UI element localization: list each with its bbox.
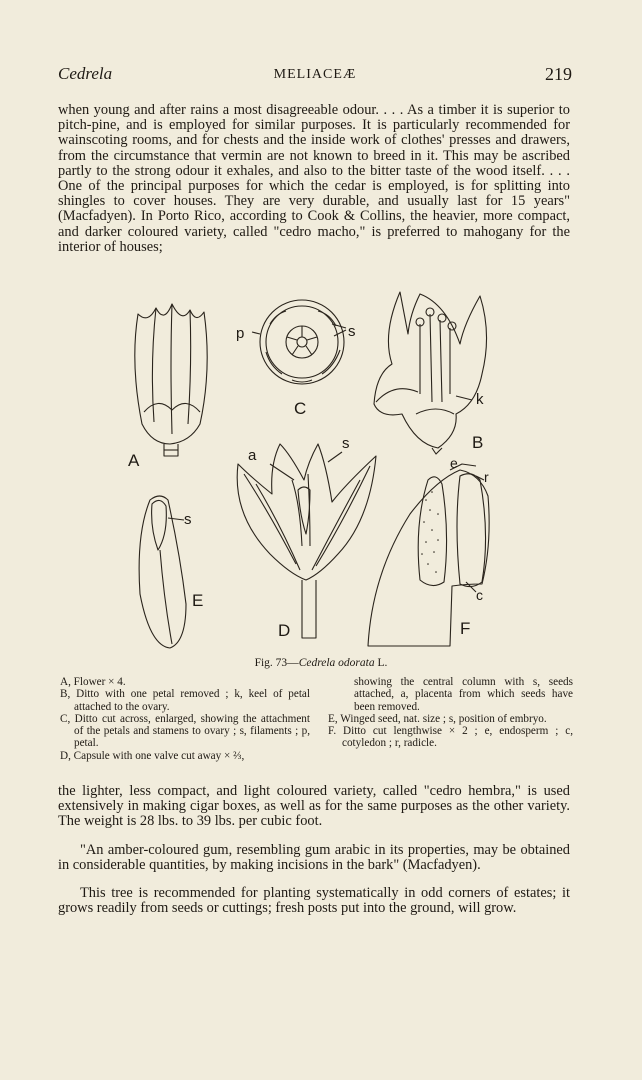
label-E: E xyxy=(192,591,204,610)
page-number: 219 xyxy=(545,64,572,84)
label-F: F xyxy=(460,619,471,638)
paragraph-planting: This tree is recommended for planting systematically in odd corners of estates; it grows readily from seeds or cuttings; fresh posts put into the ground, will grow. xyxy=(58,885,570,917)
drawing-e-winged-seed xyxy=(139,496,186,648)
legend-item-c: C, Ditto cut across, enlarged, showing the attachment of the petals and stamens to ovary ; s, filaments ; p, petal. xyxy=(60,712,310,750)
legend-item-a: A, Flower × 4. xyxy=(60,676,126,688)
legend-item-b: B, Ditto with one petal removed ; k, keel of petal attached to the ovary. xyxy=(60,688,310,713)
label-r: r xyxy=(484,469,489,485)
label-s-d: s xyxy=(342,435,350,452)
label-s-c: s xyxy=(348,323,356,340)
legend-item-e: E, Winged seed, nat. size ; s, position of embryo. xyxy=(328,712,547,725)
caption-species: Cedrela odorata xyxy=(298,657,375,669)
label-e: e xyxy=(450,455,458,471)
legend-item-d: D, Capsule with one valve cut away × ⅔, xyxy=(60,749,245,762)
header-family: MELIACEÆ xyxy=(273,67,357,82)
legend-item-d-continued: showing the central column with s, seeds attached, a, placenta from which seeds have been removed. xyxy=(354,676,573,713)
caption-prefix: Fig. 73— xyxy=(254,657,299,669)
drawing-a-flower xyxy=(135,304,207,456)
label-D: D xyxy=(278,621,291,640)
caption-suffix: L. xyxy=(374,657,388,669)
label-k: k xyxy=(476,391,484,408)
drawing-f-seed-section xyxy=(368,464,489,646)
label-c: c xyxy=(476,587,483,603)
cedrela-illustration xyxy=(120,284,520,654)
label-a: a xyxy=(248,447,257,464)
label-C: C xyxy=(294,399,307,418)
paragraph-cedro-hembra: the lighter, less compact, and light coloured variety, called "cedro hembra," is used extensively in making cigar boxes, as well as for the same purposes as the other variety. The weight is 28 lbs. to 39 lbs. per cubic foot. xyxy=(58,783,570,830)
stipple-dots xyxy=(421,491,439,573)
label-B: B xyxy=(472,433,484,452)
botanical-figure xyxy=(120,284,520,654)
paragraph-timber-uses: when young and after rains a most disagreeable odour. . . . As a timber it is superior to pitch-pine, and is employed for similar purposes. It is particularly recommended for wainscoting rooms, and for chests and the inside work of clothes' presses and drawers, from the circumstance that vermin are not known to breed in it. This may be ascribed partly to the strong odour it exhales, and also to the bitter taste of the wood itself. . . . One of the principal purposes for which the cedar is employed, is for splitting into shingles to cover houses. They are very durable, and usually last for 15 years" (Macfadyen). In Porto Rico, according to Cook & Collins, the heavier, more compact, and darker coloured variety, called "cedro macho," is preferred to mahogany for the interior of houses; xyxy=(58,102,570,255)
figure-legend-left xyxy=(60,676,310,762)
label-s-e: s xyxy=(184,511,192,528)
drawing-b-open-flower xyxy=(374,292,487,454)
drawing-d-capsule xyxy=(237,444,376,638)
figure-legend-right xyxy=(328,676,573,750)
drawing-c-cross-section xyxy=(252,300,346,384)
figure-caption xyxy=(0,657,642,669)
label-p: p xyxy=(236,325,245,342)
running-header xyxy=(58,64,572,88)
paragraph-amber-gum: "An amber-coloured gum, resembling gum arabic in its properties, may be obtained in considerable quantities, by making incisions in the bark" (Macfadyen). xyxy=(58,842,570,874)
header-genus: Cedrela xyxy=(58,64,113,83)
legend-item-f: F. Ditto cut lengthwise × 2 ; e, endosperm ; c, cotyledon ; r, radicle. xyxy=(328,725,573,750)
label-A: A xyxy=(128,451,140,470)
